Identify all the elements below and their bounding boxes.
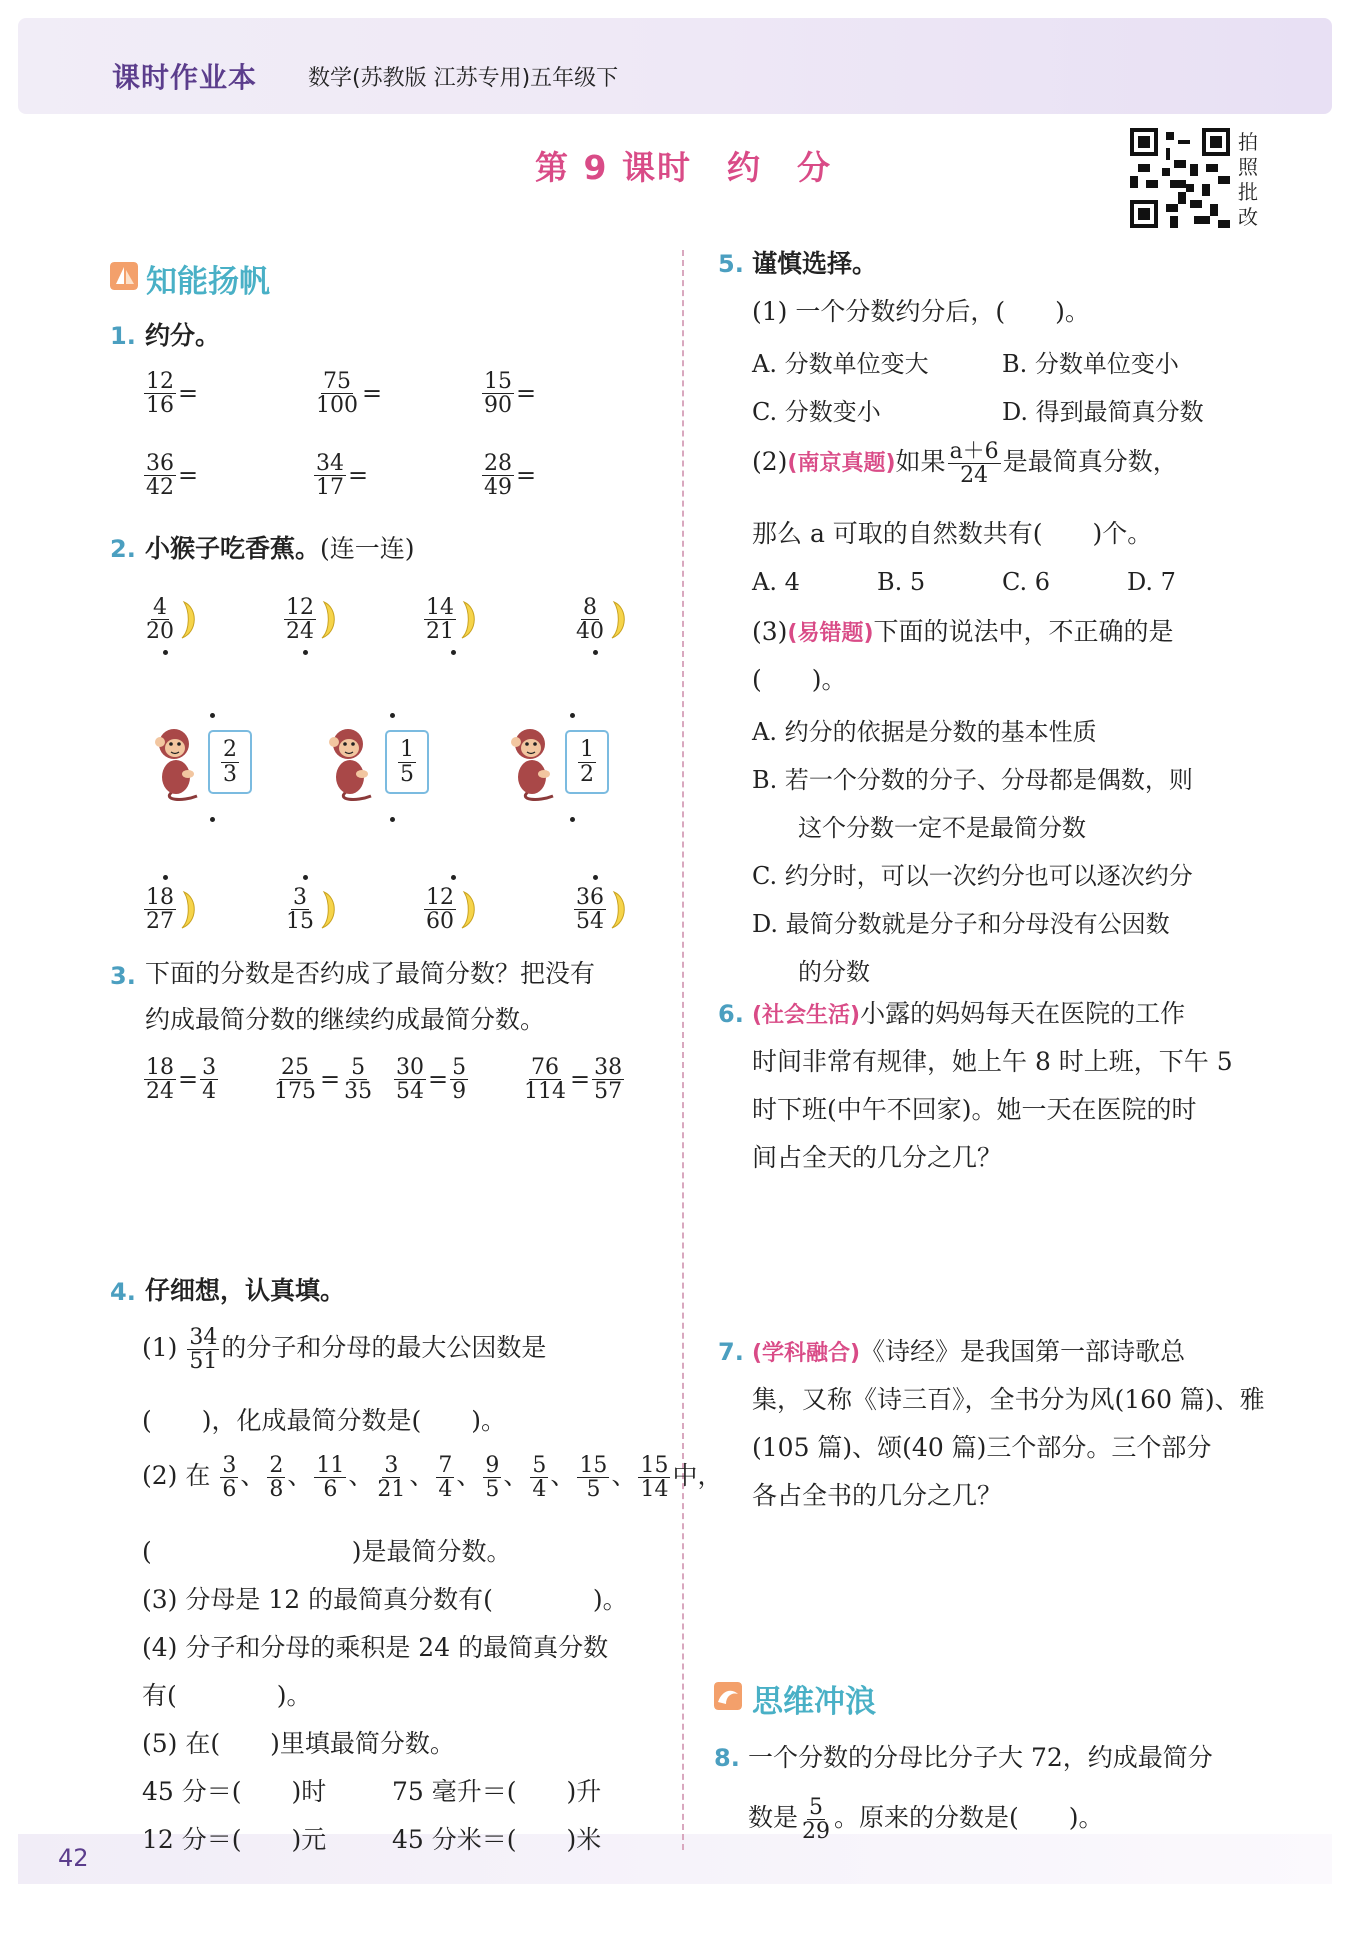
banana-top-3[interactable]: $\frac{14}{21}$ [422, 596, 480, 643]
connect-dot[interactable] [210, 713, 215, 718]
q6-line-2: 时间非常有规律，她上午 8 时上班，下午 5 [752, 1047, 1233, 1076]
banana-top-2[interactable]: $\frac{12}{24}$ [282, 596, 340, 643]
q4-part-2-line-2[interactable]: ( )是最简分数。 [142, 1537, 512, 1566]
q3-item-1[interactable]: $\frac{18}{24}$ = $\frac{3}{4}$ [146, 1055, 217, 1105]
q3-item-4[interactable]: $\frac{76}{114}$ = $\frac{38}{57}$ [524, 1055, 623, 1105]
q5-sub-3[interactable]: (3)(易错题)下面的说法中，不正确的是 [752, 617, 1174, 646]
lesson-title: 第 9 课时 约 分 [535, 148, 832, 187]
q8-number: 8. [714, 1744, 740, 1772]
q5-sub-2[interactable]: (2)(南京真题)如果 $\frac{a+6}{24}$ 是最简真分数， [752, 439, 1178, 489]
q6-line-4: 间占全天的几分之几？ [752, 1143, 1003, 1172]
q4-fill-ml-liters[interactable]: 75 毫升＝( )升 [392, 1777, 602, 1806]
banana-top-1[interactable]: $\frac{4}{20}$ [142, 596, 200, 643]
q5-title: 谨慎选择。 [752, 249, 878, 278]
monkey-icon [152, 722, 208, 802]
q4-title: 仔细想，认真填。 [145, 1276, 346, 1305]
connect-dot[interactable] [163, 650, 168, 655]
banana-icon [608, 600, 630, 640]
q3-number: 3. [110, 962, 136, 990]
connect-dot[interactable] [390, 713, 395, 718]
q5-2-option-d[interactable]: D. 7 [1127, 568, 1176, 596]
q8-line-2[interactable]: 数是 $\frac{5}{29}$ 。原来的分数是( )。 [748, 1795, 1104, 1845]
q1-item-5[interactable]: $\frac{34}{17}$ = [316, 451, 369, 501]
q4-part-3[interactable]: (3) 分母是 12 的最简真分数有( )。 [142, 1585, 628, 1614]
q6-number: 6. [718, 1000, 744, 1028]
q5-1-option-a[interactable]: A. 分数单位变大 [752, 350, 929, 378]
q2-title-line [145, 533, 415, 564]
monkey-card-3[interactable]: $\frac{1}{2}$ [565, 730, 609, 794]
source-tag: (南京真题) [787, 451, 896, 477]
q5-sub-3-line-2: ( )。 [752, 665, 847, 694]
connect-dot[interactable] [390, 817, 395, 822]
page-number: 42 [58, 1844, 89, 1872]
monkey-card-2[interactable]: $\frac{1}{5}$ [385, 730, 429, 794]
brand-title: 课时作业本 [112, 61, 258, 94]
q4-part-1-line-2[interactable]: ( )，化成最简分数是( )。 [142, 1406, 507, 1435]
q3-line-2: 约成最简分数的继续约成最简分数。 [145, 1005, 546, 1034]
banana-icon [318, 600, 340, 640]
q1-item-4[interactable]: $\frac{36}{42}$ = [146, 451, 199, 501]
q5-1-option-d[interactable]: D. 得到最简真分数 [1002, 398, 1204, 426]
q5-sub-1[interactable]: (1) 一个分数约分后，( )。 [752, 297, 1090, 326]
q5-sub-2-line-2: 那么 a 可取的自然数共有( )个。 [752, 519, 1153, 548]
edition-label: 数学(苏教版 江苏专用)五年级下 [308, 66, 619, 91]
connect-dot[interactable] [210, 817, 215, 822]
monkey-icon [326, 722, 382, 802]
q5-1-option-c[interactable]: C. 分数变小 [752, 398, 881, 426]
q5-2-option-b[interactable]: B. 5 [877, 568, 926, 596]
connect-dot[interactable] [593, 875, 598, 880]
banana-bottom-4[interactable]: $\frac{36}{54}$ [572, 886, 630, 933]
q8-line-1: 一个分数的分母比分子大 72，约成最简分 [748, 1743, 1213, 1772]
column-divider [682, 250, 684, 1850]
q7-number: 7. [718, 1338, 744, 1366]
q1-item-3[interactable]: $\frac{15}{90}$ = [484, 369, 537, 419]
banana-icon [458, 890, 480, 930]
q5-3-option-c[interactable]: C. 约分时，可以一次约分也可以逐次约分 [752, 862, 1193, 890]
connect-dot[interactable] [451, 875, 456, 880]
q4-part-1[interactable]: (1) $\frac{34}{51}$ 的分子和分母的最大公因数是 [142, 1325, 547, 1375]
q4-part-5: (5) 在( )里填最简分数。 [142, 1729, 455, 1758]
banana-icon [178, 890, 200, 930]
q7-line-1: (学科融合)《诗经》是我国第一部诗歌总 [752, 1337, 1186, 1366]
q1-number: 1. [110, 322, 136, 350]
connect-dot[interactable] [163, 875, 168, 880]
q4-part-4-line-2[interactable]: 有( )。 [142, 1681, 312, 1710]
social-life-tag: (社会生活) [752, 1003, 861, 1028]
connect-dot[interactable] [570, 713, 575, 718]
q4-fill-dm-meters[interactable]: 45 分米＝( )米 [392, 1825, 602, 1854]
sail-icon [110, 262, 138, 290]
q6-line-3: 时下班(中午不回家)。她一天在医院的时 [752, 1095, 1197, 1124]
section-title-zhineng: 知能扬帆 [146, 264, 270, 300]
connect-dot[interactable] [303, 875, 308, 880]
q5-2-option-c[interactable]: C. 6 [1002, 568, 1051, 596]
monkey-icon [508, 722, 564, 802]
q4-fill-minutes-hours[interactable]: 45 分＝( )时 [142, 1777, 327, 1806]
q5-3-option-d[interactable]: D. 最简分数就是分子和分母没有公因数 [752, 910, 1170, 938]
q7-line-3: (105 篇)、颂(40 篇)三个部分。三个部分 [752, 1433, 1212, 1462]
wave-icon [714, 1682, 742, 1710]
q4-number: 4. [110, 1278, 136, 1306]
connect-dot[interactable] [451, 650, 456, 655]
q4-part-2[interactable]: (2) 在 $\frac{3}{6}$ 、 $\frac{2}{8}$ 、 $\frac{11}{6}$ 、 $\frac{3}{21}$ 、 $\frac{7}{4}$ 、 $\frac{9}{5}$ 、 $\frac{5}{4}$ 、 $\frac{15}{5}$ 、 $\frac{15}{14}$ 中， [142, 1453, 723, 1503]
interdisciplinary-tag: (学科融合) [752, 1341, 861, 1366]
q1-item-2[interactable]: $\frac{75}{100}$ = [316, 369, 383, 419]
connect-dot[interactable] [303, 650, 308, 655]
banana-bottom-2[interactable]: $\frac{3}{15}$ [282, 886, 340, 933]
q5-3-option-b-cont: 这个分数一定不是最简分数 [798, 814, 1086, 842]
q5-3-option-d-cont: 的分数 [798, 958, 870, 986]
banana-icon [318, 890, 340, 930]
qr-code-icon[interactable] [1130, 128, 1230, 228]
connect-dot[interactable] [570, 817, 575, 822]
q5-3-option-b[interactable]: B. 若一个分数的分子、分母都是偶数，则 [752, 766, 1193, 794]
banana-bottom-3[interactable]: $\frac{12}{60}$ [422, 886, 480, 933]
q1-item-1[interactable]: $\frac{12}{16}$ = [146, 369, 199, 419]
banana-icon [608, 890, 630, 930]
q7-line-4: 各占全书的几分之几？ [752, 1481, 1003, 1510]
q2-number: 2. [110, 535, 136, 563]
q5-number: 5. [718, 250, 744, 278]
q5-3-option-a[interactable]: A. 约分的依据是分数的基本性质 [752, 718, 1097, 746]
q7-line-2: 集，又称《诗三百》，全书分为风(160 篇)、雅 [752, 1385, 1265, 1414]
monkey-card-1[interactable]: $\frac{2}{3}$ [208, 730, 252, 794]
q1-item-6[interactable]: $\frac{28}{49}$ = [484, 451, 537, 501]
q3-line-1: 下面的分数是否约成了最简分数？把没有 [145, 959, 596, 988]
banana-icon [458, 600, 480, 640]
banana-bottom-1[interactable]: $\frac{18}{27}$ [142, 886, 200, 933]
section-title-siwei: 思维冲浪 [752, 1684, 876, 1720]
q4-part-4[interactable]: (4) 分子和分母的乘积是 24 的最简真分数 [142, 1633, 609, 1662]
q6-line-1: (社会生活)小露的妈妈每天在医院的工作 [752, 999, 1186, 1028]
q5-2-option-a[interactable]: A. 4 [752, 568, 800, 596]
q3-item-2[interactable]: $\frac{25}{175}$ = $\frac{5}{35}$ [274, 1055, 373, 1105]
q4-fill-fen-yuan[interactable]: 12 分＝( )元 [142, 1825, 327, 1854]
q2-hint: (连一连) [320, 534, 415, 563]
error-prone-tag: (易错题) [787, 621, 874, 646]
q1-title: 约分。 [145, 321, 221, 350]
banana-top-4[interactable]: $\frac{8}{40}$ [572, 596, 630, 643]
q2-title: 小猴子吃香蕉。 [145, 534, 321, 563]
q5-1-option-b[interactable]: B. 分数单位变小 [1002, 350, 1179, 378]
qr-caption: 拍照批改 [1238, 130, 1258, 229]
q3-item-3[interactable]: $\frac{30}{54}$ = $\frac{5}{9}$ [396, 1055, 467, 1105]
banana-icon [178, 600, 200, 640]
connect-dot[interactable] [593, 650, 598, 655]
